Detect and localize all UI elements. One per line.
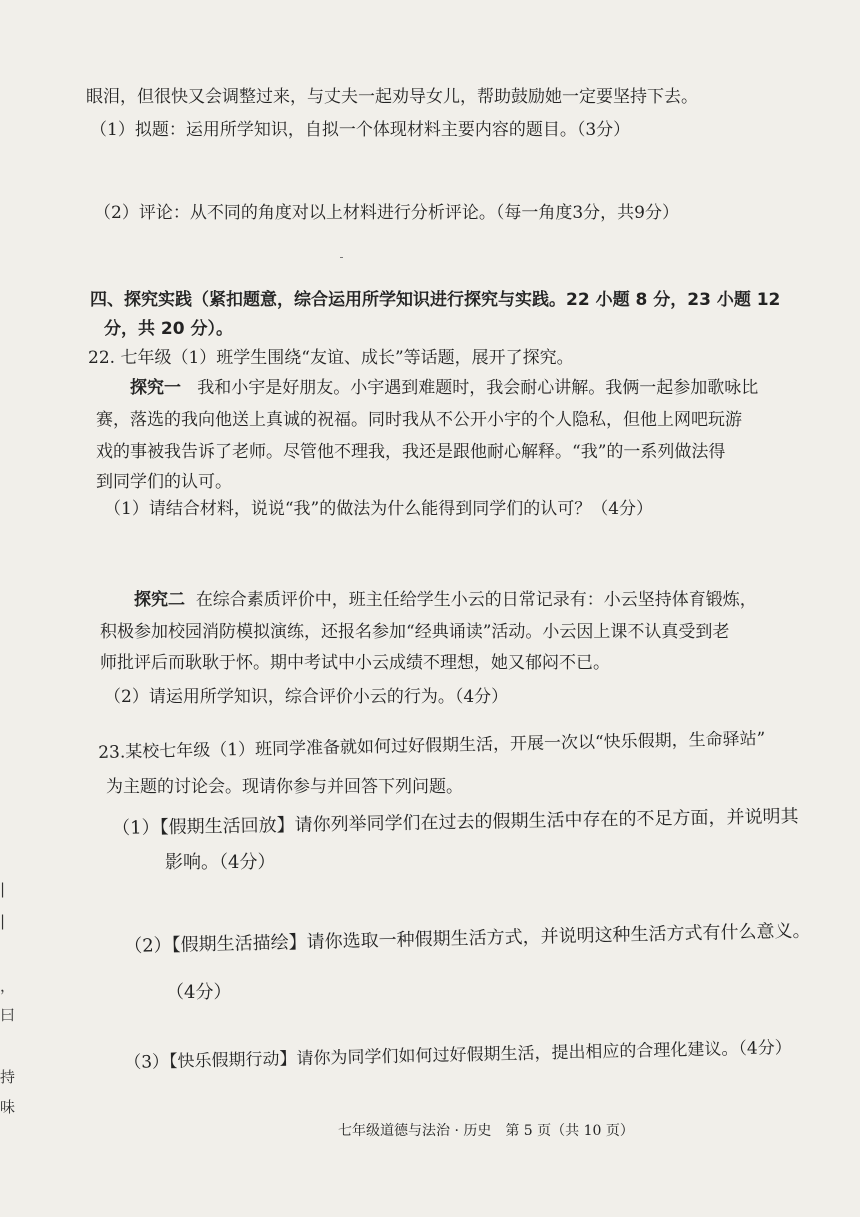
question-22-intro: 22. 七年级（1）班学生围绕“友谊、成长”等话题，展开了探究。 [88, 348, 574, 368]
explore-one-line-4: 到同学们的认可。 [96, 472, 232, 492]
margin-fragment: 曰 [0, 1006, 16, 1024]
section-four-heading: 四、探究实践（紧扣题意，综合运用所学知识进行探究与实践。22 小题 8 分，23 小题 12 [90, 290, 781, 310]
question-23-3: （3）【快乐假期行动】请你为同学们如何过好假期生活，提出相应的合理化建议。（4分） [124, 1037, 792, 1073]
explore-two-text-1: 在综合素质评价中，班主任给学生小云的日常记录有：小云坚持体育锻炼， [195, 590, 757, 610]
margin-fragment: | [0, 912, 6, 930]
section-four-heading-cont: 分，共 20 分）。 [104, 319, 233, 339]
explore-one-line-3: 戏的事被我告诉了老师。尽管他不理我，我还是跟他耐心解释。“我”的一系列做法得 [96, 442, 726, 462]
margin-fragment: ， [0, 977, 16, 995]
explore-one-text-1: 我和小宇是好朋友。小宇遇到难题时，我会耐心讲解。我俩一起参加歌咏比 [197, 378, 759, 398]
question-comment-prompt: （2）评论：从不同的角度对以上材料进行分析评论。（每一角度3分，共9分） [94, 203, 679, 223]
question-23-1-line-2: 影响。（4分） [165, 852, 276, 873]
question-title-prompt: （1）拟题：运用所学知识，自拟一个体现材料主要内容的题目。（3分） [90, 120, 631, 140]
explore-one-line-1 [130, 377, 758, 399]
question-23-line-2: 为主题的讨论会。现请你参与并回答下列问题。 [106, 777, 463, 797]
explore-one-label: 探究一 [130, 378, 181, 398]
page-footer: 七年级道德与法治 · 历史 第 5 页（共 10 页） [338, 1123, 634, 1139]
material-continuation: 眼泪，但很快又会调整过来，与丈夫一起劝导女儿，帮助鼓励她一定要坚持下去。 [86, 87, 698, 107]
question-23-1-line-1: （1）【假期生活回放】请你列举同学们在过去的假期生活中存在的不足方面，并说明其 [112, 806, 799, 839]
margin-fragment: 味 [0, 1098, 16, 1116]
explore-two-line-2: 积极参加校园消防模拟演练，还报名参加“经典诵读”活动。小云因上课不认真受到老 [100, 622, 730, 642]
question-23-line-1: 23.某校七年级（1）班同学准备就如何过好假期生活，开展一次以“快乐假期，生命驿站” [98, 729, 766, 763]
question-23-2-line-1: （2）【假期生活描绘】请你选取一种假期生活方式，并说明这种生活方式有什么意义。 [124, 920, 811, 957]
margin-fragment: | [0, 880, 6, 898]
margin-fragment: 持 [0, 1068, 16, 1086]
question-23-2-line-2: （4分） [166, 982, 232, 1003]
question-22-2: （2）请运用所学知识，综合评价小云的行为。（4分） [104, 687, 509, 707]
explore-two-line-1 [134, 589, 757, 611]
explore-one-line-2: 赛，落选的我向他送上真诚的祝福。同时我从不公开小宇的个人隐私，但他上网吧玩游 [96, 410, 742, 430]
scan-speck [340, 257, 343, 258]
explore-two-label: 探究二 [134, 590, 185, 610]
question-22-1: （1）请结合材料，说说“我”的做法为什么能得到同学们的认可？（4分） [104, 499, 654, 519]
explore-two-line-3: 师批评后而耿耿于怀。期中考试中小云成绩不理想，她又郁闷不已。 [100, 653, 610, 673]
